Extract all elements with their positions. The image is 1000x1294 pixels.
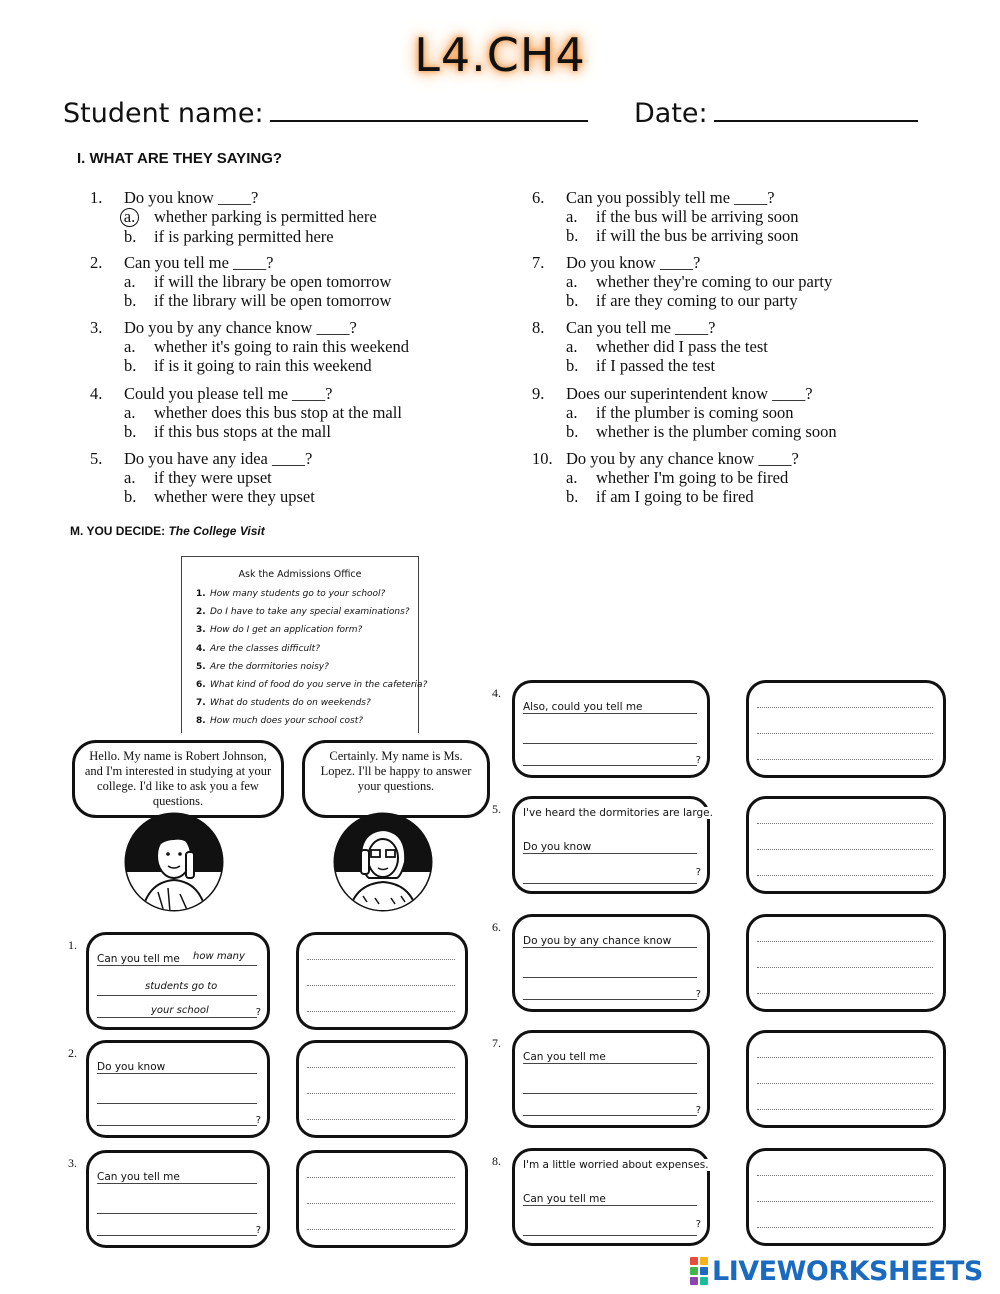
bubble-number: 1.	[68, 938, 77, 952]
bubble-prompt: Can you tell me	[97, 1171, 180, 1183]
option-a-text: if the plumber is coming soon	[596, 402, 794, 422]
question-number: 10.	[532, 448, 553, 468]
question-number: 8.	[532, 318, 545, 338]
section2-title	[70, 524, 265, 538]
question-10	[532, 449, 799, 506]
admissions-item	[196, 589, 418, 607]
question-mark: ?	[695, 755, 701, 766]
answer-bubble-3[interactable]	[296, 1150, 468, 1248]
admissions-item-text: Are the dormitories noisy?	[210, 661, 329, 672]
question-mark: ?	[255, 1225, 261, 1236]
option-b-text: if the library will be open tomorrow	[154, 291, 392, 311]
admissions-item-text: Do I have to take any special examinations?	[210, 607, 410, 618]
option-b[interactable]	[532, 422, 837, 441]
option-b-text: whether were they upset	[154, 486, 315, 506]
option-a-text: if will the library be open tomorrow	[154, 272, 392, 292]
option-b-text: if this bus stops at the mall	[154, 421, 331, 441]
admissions-box	[181, 556, 428, 733]
bubble-pre-text: I've heard the dormitories are large.	[523, 807, 713, 819]
liveworksheets-logo	[690, 1255, 983, 1287]
question-text: Does our superintendent know ____?	[566, 383, 813, 403]
option-a-letter: a.	[566, 467, 578, 487]
admissions-heading: Ask the Admissions Office	[238, 569, 362, 580]
bubble-answer-3: your school	[151, 1005, 209, 1016]
answer-bubble-5[interactable]	[746, 796, 946, 894]
option-a[interactable]	[90, 337, 409, 356]
student-name-label: Student name:	[63, 98, 264, 129]
speech-bubble-officer: Certainly. My name is Ms. Lopez. I'll be happy to answer your questions.	[302, 740, 490, 818]
date-blank[interactable]	[714, 98, 918, 122]
bubble-prompt: Can you tell me	[523, 1051, 606, 1063]
option-b-text: if am I going to be fired	[596, 486, 754, 506]
admissions-item-text: How much does your school cost?	[210, 716, 364, 727]
answer-bubble-8[interactable]	[746, 1148, 946, 1246]
page-title: L4.CH4	[414, 28, 586, 82]
section2-title-prefix: M. YOU DECIDE:	[70, 524, 166, 538]
section2-title-italic: The College Visit	[168, 524, 265, 538]
bubble-answer-1: how many	[193, 951, 245, 962]
question-mark: ?	[255, 1115, 261, 1126]
option-a-letter: a.	[566, 272, 578, 292]
question-4	[90, 384, 402, 441]
speech-bubble-student: Hello. My name is Robert Johnson, and I'm interested in studying at your college. I'd like to ask you a few questions.	[72, 740, 284, 818]
option-b-letter: b.	[124, 291, 137, 311]
answer-bubble-1[interactable]	[296, 932, 468, 1030]
option-a-letter: a.	[566, 402, 578, 422]
bubble-number: 8.	[492, 1154, 501, 1168]
admissions-item	[196, 607, 418, 625]
bubble-prompt: Do you by any chance know	[523, 935, 672, 947]
option-a-text: if the bus will be arriving soon	[596, 207, 799, 226]
option-a[interactable]	[90, 272, 391, 291]
bubble-number: 7.	[492, 1036, 501, 1050]
question-text: Can you possibly tell me ____?	[566, 188, 775, 207]
option-b-text: whether is the plumber coming soon	[596, 421, 837, 441]
option-a-letter: a.	[124, 402, 136, 422]
option-b[interactable]	[532, 356, 768, 375]
option-b-letter: b.	[566, 291, 579, 311]
admissions-item-number: 7.	[196, 698, 206, 709]
question-bubble-4[interactable]	[512, 680, 710, 778]
option-a[interactable]	[90, 207, 377, 227]
option-b-letter: b.	[566, 421, 579, 441]
option-b[interactable]	[90, 227, 377, 246]
bubble-number: 3.	[68, 1156, 77, 1170]
question-text: Do you know ____?	[124, 188, 259, 207]
question-bubble-6[interactable]	[512, 914, 710, 1012]
option-a-text: whether does this bus stop at the mall	[154, 402, 402, 422]
question-text: Do you by any chance know ____?	[124, 318, 357, 338]
bubble-number: 5.	[492, 802, 501, 816]
answer-circle: a.	[120, 208, 139, 227]
option-a[interactable]	[532, 207, 799, 226]
admissions-item-number: 5.	[196, 661, 206, 672]
option-b-text: if will the bus be arriving soon	[596, 226, 799, 245]
question-bubble-8[interactable]	[512, 1148, 710, 1246]
question-mark: ?	[255, 1007, 261, 1018]
admissions-item-text: How do I get an application form?	[210, 625, 363, 636]
question-number: 1.	[90, 188, 103, 207]
admissions-item-text: How many students go to your school?	[210, 589, 386, 599]
option-b[interactable]	[90, 356, 409, 375]
bubble-pre-text: I'm a little worried about expenses.	[523, 1159, 709, 1171]
option-b-text: if is parking permitted here	[154, 227, 334, 246]
admissions-item-text: What kind of food do you serve in the cafeteria?	[210, 679, 428, 690]
option-b[interactable]	[532, 487, 799, 506]
admissions-item	[196, 698, 418, 716]
option-a-text: whether parking is permitted here	[154, 207, 377, 226]
admissions-item	[196, 662, 418, 680]
option-a[interactable]	[532, 272, 832, 291]
option-a-letter: a.	[566, 337, 578, 357]
option-b[interactable]	[532, 291, 832, 310]
option-b-text: if are they coming to our party	[596, 291, 798, 311]
question-bubble-2[interactable]	[86, 1040, 270, 1138]
question-2	[90, 253, 391, 310]
question-text: Can you tell me ____?	[566, 318, 716, 338]
admissions-item-number: 1.	[196, 589, 206, 599]
student-illustration	[118, 812, 230, 912]
option-b-letter: b.	[566, 356, 579, 376]
admissions-item-number: 6.	[196, 679, 206, 690]
option-a[interactable]	[90, 403, 402, 422]
option-b-letter: b.	[124, 486, 137, 506]
option-b-text: if I passed the test	[596, 356, 716, 376]
date-field	[634, 98, 918, 129]
section1-title: I. WHAT ARE THEY SAYING?	[77, 150, 283, 167]
question-bubble-1[interactable]	[86, 932, 270, 1030]
option-b-letter: b.	[566, 486, 579, 506]
option-a-text: whether I'm going to be fired	[596, 467, 789, 487]
option-b-letter: b.	[124, 227, 137, 246]
question-mark: ?	[695, 867, 701, 878]
answer-bubble-6[interactable]	[746, 914, 946, 1012]
option-a-text: if they were upset	[154, 467, 272, 487]
student-name-blank[interactable]	[270, 98, 588, 122]
question-9	[532, 384, 837, 441]
question-number: 6.	[532, 188, 545, 207]
option-a[interactable]	[532, 337, 768, 356]
option-a-text: whether did I pass the test	[596, 337, 768, 357]
question-text: Could you please tell me ____?	[124, 383, 333, 403]
option-a-letter: a.	[124, 272, 136, 292]
question-number: 3.	[90, 318, 103, 338]
question-8	[532, 318, 768, 375]
bubble-number: 6.	[492, 920, 501, 934]
question-number: 5.	[90, 448, 103, 468]
question-number: 7.	[532, 253, 545, 273]
logo-text: LIVEWORKSHEETS	[712, 1255, 983, 1287]
answer-bubble-4[interactable]	[746, 680, 946, 778]
question-number: 4.	[90, 383, 103, 403]
bubble-prompt: Do you know	[523, 841, 592, 853]
option-b-letter: b.	[566, 226, 579, 245]
option-b-text: if is it going to rain this weekend	[154, 356, 372, 376]
option-b[interactable]	[90, 422, 402, 441]
admissions-item-number: 3.	[196, 625, 206, 636]
option-b[interactable]	[532, 226, 799, 245]
question-mark: ?	[695, 989, 701, 1000]
question-number: 2.	[90, 253, 103, 273]
question-text: Do you know ____?	[566, 253, 701, 273]
option-a-text: whether it's going to rain this weekend	[154, 337, 410, 357]
question-bubble-3[interactable]	[86, 1150, 270, 1248]
question-mark: ?	[695, 1105, 701, 1116]
admissions-item	[196, 644, 418, 662]
option-b-letter: b.	[124, 421, 137, 441]
bubble-prompt: Can you tell me	[523, 1193, 606, 1205]
question-text: Can you tell me ____?	[124, 253, 274, 273]
option-a-text: whether they're coming to our party	[596, 272, 833, 292]
question-bubble-5[interactable]	[512, 796, 713, 894]
admissions-item-text: Are the classes difficult?	[210, 643, 320, 654]
question-mark: ?	[695, 1219, 701, 1230]
officer-illustration	[327, 812, 439, 912]
option-b[interactable]	[90, 291, 391, 310]
bubble-number: 2.	[68, 1046, 77, 1060]
question-1	[90, 188, 377, 246]
logo-icon	[690, 1257, 708, 1285]
option-a[interactable]	[532, 403, 837, 422]
question-5	[90, 449, 315, 506]
question-text: Do you by any chance know ____?	[566, 448, 799, 468]
admissions-item	[196, 625, 418, 643]
bubble-answer-2: students go to	[145, 981, 218, 992]
question-number: 9.	[532, 383, 545, 403]
admissions-item	[196, 716, 418, 734]
question-text: Do you have any idea ____?	[124, 448, 313, 468]
bubble-prompt: Do you know	[97, 1061, 166, 1073]
admissions-item-number: 4.	[196, 643, 206, 654]
option-a-letter: a.	[566, 207, 578, 226]
bubble-prompt: Also, could you tell me	[523, 701, 643, 713]
question-6	[532, 188, 799, 245]
option-b[interactable]	[90, 487, 315, 506]
bubble-number: 4.	[492, 686, 501, 700]
admissions-item-text: What do students do on weekends?	[210, 698, 371, 709]
option-a[interactable]	[90, 468, 315, 487]
option-b-letter: b.	[124, 356, 137, 376]
admissions-item	[196, 679, 428, 698]
question-bubble-7[interactable]	[512, 1030, 710, 1128]
question-3	[90, 318, 409, 375]
bubble-prompt: Can you tell me	[97, 953, 180, 965]
option-a-letter: a.	[124, 337, 136, 357]
question-7	[532, 253, 832, 310]
admissions-item-number: 8.	[196, 716, 206, 727]
student-name-field	[63, 98, 588, 129]
answer-bubble-2[interactable]	[296, 1040, 468, 1138]
date-label: Date:	[634, 98, 708, 129]
admissions-item-number: 2.	[196, 607, 206, 618]
answer-bubble-7[interactable]	[746, 1030, 946, 1128]
option-a[interactable]	[532, 468, 799, 487]
option-a-letter: a.	[124, 467, 136, 487]
